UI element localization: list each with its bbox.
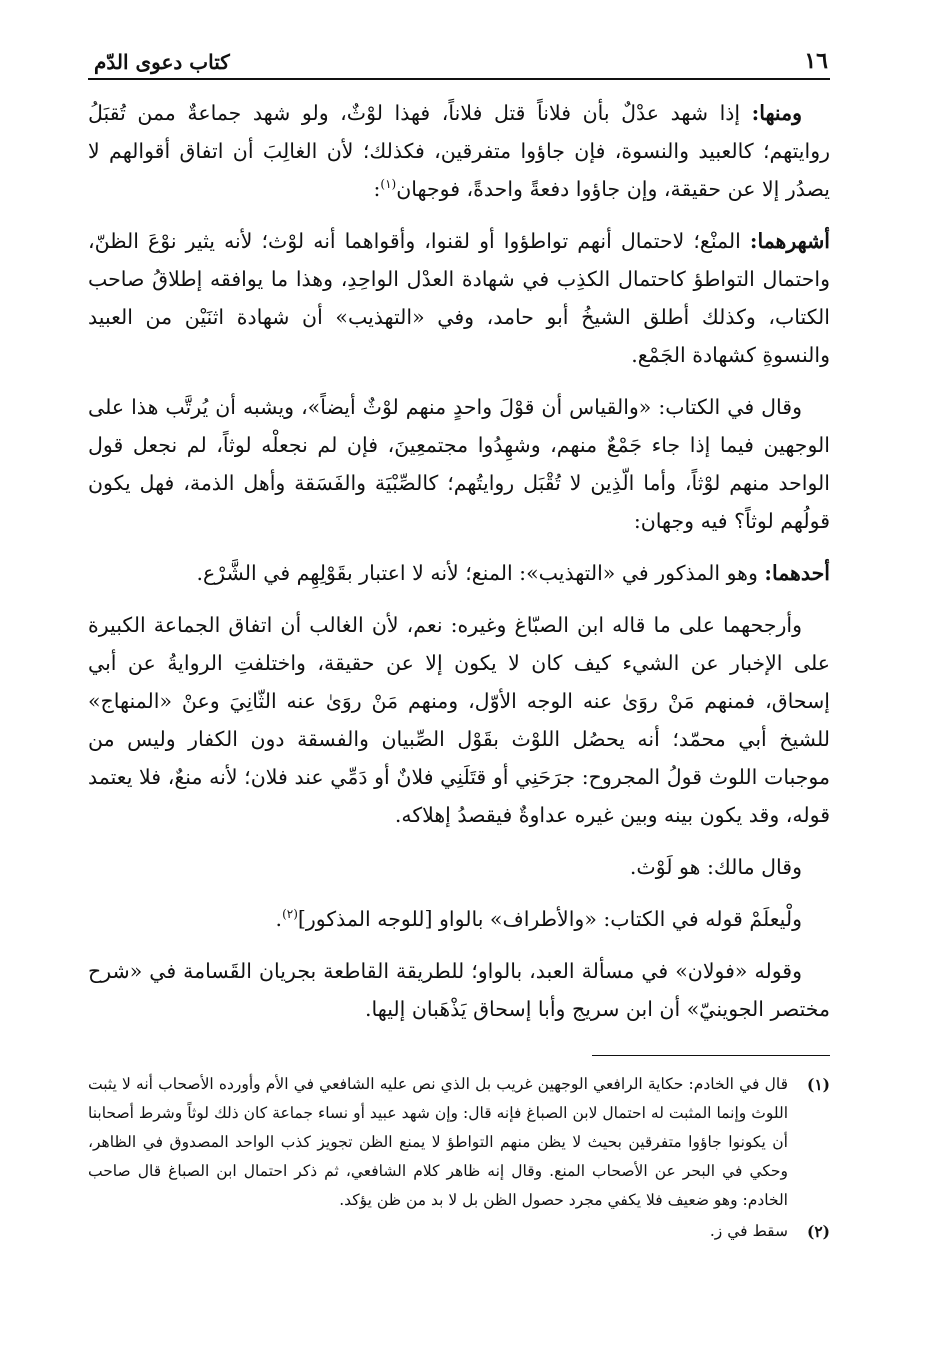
paragraph-tail: : [373,177,381,201]
paragraph-text: المنْع؛ لاحتمال أنهم تواطؤوا أو لقنوا، وأقواهما أنه لوْث؛ لأنه يثير نوْعَ الظنّ، واحتمال التواطؤ كاحتمال الكذِب في شهادة العدْل الواحِدِ، وهذا ما يوافقه إطلاقُ صاحب الكتاب، وكذلك أطلق الشيخُ أبو حامد، وفي «التهذيب» أن شهادة اثنَيْن من العبيد والنسوةِ كشهادة الجَمْع. [88,229,830,367]
running-header [88,40,830,80]
footnote-number: (٢) [806,1222,830,1241]
footnote-ref[interactable]: (٢) [282,907,298,922]
main-text [88,94,830,1028]
paragraph [88,606,830,834]
paragraph [88,900,830,938]
paragraph [88,952,830,1028]
paragraph [88,388,830,540]
paragraph-text: وقال مالك: هو لَوْث. [629,855,802,879]
paragraph-tail: . [275,907,283,931]
paragraph-lead: أحدهما: [764,561,830,585]
footnote-ref[interactable]: (١) [380,177,397,192]
paragraph [88,94,830,208]
paragraph-lead: أشهرهما: [749,229,830,253]
paragraph-lead: ومنها: [751,101,802,125]
paragraph-text: إذا شهد عدْلٌ بأن فلاناً قتل فلاناً، فهذا لوْثٌ، ولو شهد جماعةٌ ممن تُقبَلُ روايتهم؛ كالعبيد والنسوة، فإن جاؤوا متفرقين، فكذلك؛ لأن الغالِبَ أن اتفاق أقوالهم لا يصدُر إلا عن حقيقة، وإن جاؤوا دفعةً واحدةً، فوجهان [88,101,830,201]
paragraph [88,848,830,886]
footnotes [88,1070,830,1248]
book-title: كتاب دعوى الدّم [94,50,230,74]
footnote-divider [592,1055,830,1056]
paragraph-text: وقال في الكتاب: «والقياس أن قوْلَ واحدٍ منهم لوْثٌ أيضاً»، ويشبه أن يُرتَّب هذا على الوجهين فيما إذا جاء جَمْعٌ منهم، وشهِدُوا مجتمعِينَ، فإن لم نجعلْه لوثاً، لم نجعل قول الواحد منهم لوْثاً، وأما الّذِين لا تُقْبَل روايتُهم؛ كالصِّبْيَة والفَسَقة وأهل الذمة، فهل يكون قولُهم لوثاً؟ فيه وجهان: [88,395,830,533]
paragraph-text: وقوله «فولان» في مسألة العبد، بالواو؛ للطريقة القاطعة بجريان القَسامة في «شرح مختصر الجوينيّ» أن ابن سريج وأبا إسحاق يَذْهَبان إليها. [88,959,830,1021]
page-number: ١٦ [804,48,828,74]
footnote-number: (١) [806,1075,830,1094]
footnote [88,1070,830,1215]
footnote [88,1217,830,1246]
paragraph-text: وأرجحهما على ما قاله ابن الصبّاغ وغيره: نعم، لأن الغالب أن اتفاق الجماعة الكبيرة على الإخبار عن الشيء كيف كان لا يكون إلا عن حقيقة، واختلفتِ الروايةُ عن أبي إسحاق، فمنهم مَنْ روَىٰ عنه الوجه الأوّل، ومنهم مَنْ روَىٰ عنه الثّانِيَ وعنْ «المنهاج» للشيخ أبي محمّد؛ أنه يحصُل اللوْث بقَوْل الصِّبيان والفسقة دون الكفار وليس من موجبات اللوث قولُ المجروح: جرَحَنِي أو قتَلَنِي فلانٌ أو دَمِّي عند فلان؛ لأنه منعٌ، فلا يعتمد قوله، وقد يكون بينه وبين غيره عداوةٌ فيقصدُ إهلاكه. [88,613,830,827]
paragraph [88,222,830,374]
paragraph-text: وهو المذكور في «التهذيب»: المنع؛ لأنه لا اعتبار بقَوْلِهِم في الشَّرْع. [196,561,765,585]
footnote-text: قال في الخادم: حكاية الرافعي الوجهين غريب بل الذي نص عليه الشافعي في الأم وأورده الأصحاب أنه لا يثبت اللوث وإنما المثبت له احتمال لابن الصباغ فإنه قال: وإن شهد عبيد أو نساء جماعة كان ذلك لوثاً وشرط أصحابنا أن يكونوا جاؤوا متفرقين بحيث لا يظن منهم التواطؤ لا يمنع الظن تجويز كذب الواحد المصدوق في الظاهر، وحكي في البحر عن الأصحاب المنع. وقال إنه ظاهر كلام الشافعي، ثم ذكر احتمال ابن الصباغ قال صاحب الخادم: وهو ضعيف فلا يكفي مجرد حصول الظن بل لا بد من ظن يؤكد. [88,1075,788,1209]
footnote-text: سقط في ز. [709,1222,788,1240]
paragraph-text: ولْيعلَمْ قوله في الكتاب: «والأطراف» بالواو [للوجه المذكور] [297,907,802,931]
paragraph [88,554,830,592]
book-page [88,40,830,1330]
